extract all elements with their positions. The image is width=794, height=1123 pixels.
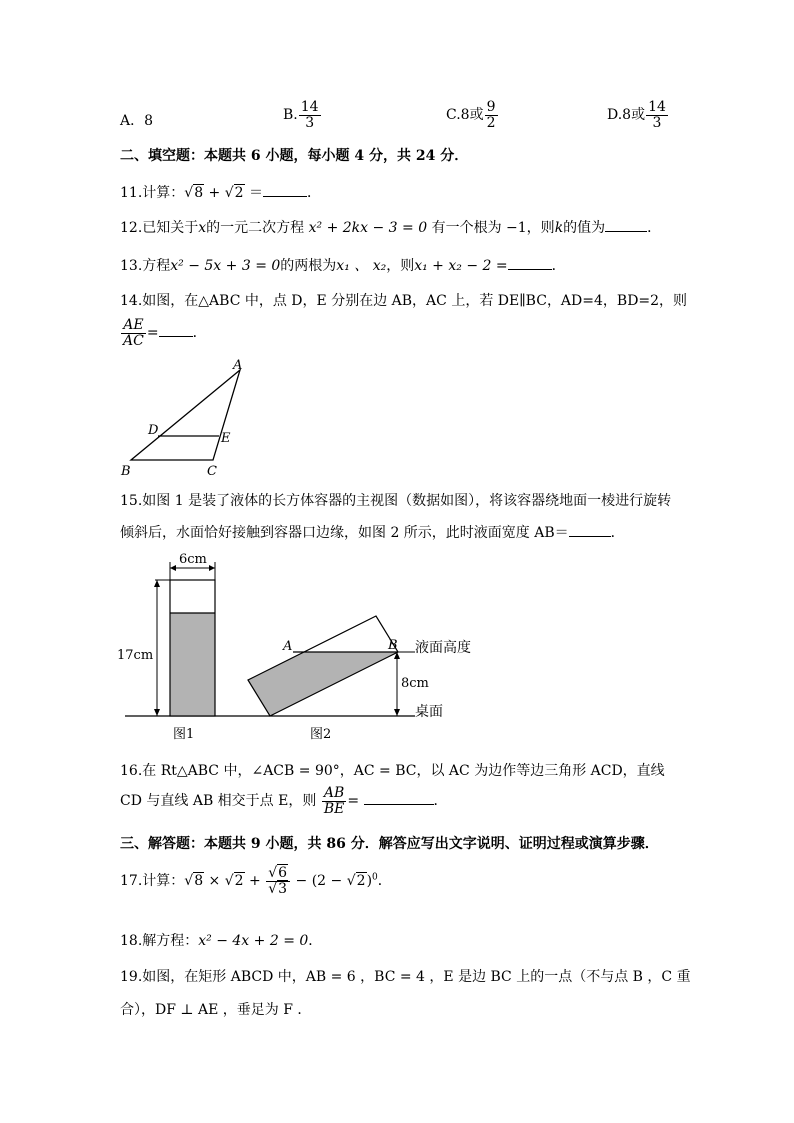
q16-suffix: ． — [433, 793, 448, 810]
q12-var-x: x — [198, 220, 207, 236]
q12-equation: x² + 2kx − 3 = 0 — [308, 220, 428, 236]
option-c-prefix: C.8或 — [446, 107, 484, 124]
option-d-den: 3 — [652, 114, 662, 131]
q14-suffix: ． — [192, 325, 207, 342]
tilted-liquid-fill — [248, 652, 398, 716]
option-d — [607, 100, 669, 130]
width-label: 6cm — [179, 552, 207, 567]
label-a: A — [233, 358, 243, 373]
q13-text-b: 的两根为 — [280, 258, 337, 274]
q16-fraction — [322, 786, 347, 816]
label-a: A — [283, 639, 293, 654]
answer-blank[interactable] — [159, 335, 193, 337]
label-b: B — [121, 464, 131, 479]
option-d-prefix: D.8或 — [607, 107, 646, 124]
q18-suffix: ． — [308, 933, 323, 949]
q13-equation: x² − 5x + 3 = 0 — [170, 258, 281, 274]
option-c-num: 9 — [486, 99, 496, 115]
triangle-figure — [118, 355, 253, 480]
question-11: 11.计算：√8 + √2 ＝ ． — [120, 185, 322, 201]
q16-frac-num: AB — [323, 785, 345, 801]
option-b — [283, 100, 322, 130]
container-figure — [115, 548, 495, 748]
option-b-prefix: B. — [283, 107, 298, 124]
q14-frac-den: AC — [123, 332, 144, 349]
option-b-fraction — [299, 100, 321, 130]
q12-suffix: ． — [647, 220, 662, 236]
figure2-caption: 图2 — [310, 727, 332, 742]
section3-heading: 三、解答题：本题共 9 小题，共 86 分．解答应写出文字说明、证明过程或演算步骤． — [120, 836, 659, 852]
option-d-num: 14 — [648, 99, 666, 115]
q16-line2-text: CD 与直线 AB 相交于点 E，则 — [120, 793, 317, 810]
question-19-line2: 合），DF ⊥ AE ，垂足为 F ． — [120, 1002, 312, 1018]
q17-suffix: ． — [377, 873, 392, 890]
question-19-line1: 19.如图，在矩形 ABCD 中，AB = 6 ，BC = 4 ，E 是边 BC 上的一点（不与点 B ，C 重 — [120, 969, 691, 985]
question-18 — [120, 930, 322, 950]
arrow-up-icon — [154, 580, 160, 587]
q12-var-k: k — [554, 220, 564, 236]
liquid-height-label: 液面高度 — [415, 640, 471, 656]
q14-equals: = — [146, 325, 159, 342]
arrow-left-icon — [170, 565, 176, 571]
label-b: B — [388, 638, 398, 653]
q18-prefix: 18.解方程： — [120, 933, 199, 949]
q13-suffix: ． — [551, 258, 566, 274]
question-15-line1: 15.如图 1 是装了液体的长方体容器的主视图（数据如图），将该容器绕地面一棱进行旋转 — [120, 493, 672, 509]
table-label: 桌面 — [415, 704, 443, 720]
q14-fraction — [121, 318, 146, 348]
section2-heading: 二、填空题：本题共 6 小题，每小题 4 分，共 24 分． — [120, 148, 469, 164]
question-14: 14.如图，在△ABC 中，点 D，E 分别在边 AB，AC 上，若 DE∥BC，AD=4，BD=2，则 — [120, 293, 688, 309]
q16-equals: = — [347, 793, 360, 810]
question-14-fraction-line — [120, 318, 207, 348]
q12-text-b: 的一元二次方程 — [206, 220, 305, 236]
q14-frac-num: AE — [123, 317, 144, 333]
answer-blank[interactable] — [569, 535, 611, 537]
answer-blank[interactable] — [263, 195, 307, 197]
label-c: C — [207, 464, 217, 479]
label-e: E — [221, 431, 231, 446]
option-c — [446, 100, 499, 130]
q11-equals: ＝ — [249, 185, 264, 201]
height-label: 17cm — [117, 648, 154, 663]
q15-suffix: ． — [610, 525, 625, 541]
answer-blank[interactable] — [605, 230, 647, 232]
option-c-fraction — [485, 100, 498, 130]
q13-roots: x₁ 、 x₂ — [336, 258, 387, 274]
q12-text-a: 12.已知关于 — [120, 220, 199, 236]
question-17: 17.计算：√8 × √2 + $\frac{√6}{√3}$ − $(2 - √2)^0$． — [120, 865, 392, 897]
q11-suffix: ． — [307, 185, 322, 201]
liquid-fill — [170, 613, 215, 716]
question-16-line2 — [120, 786, 448, 816]
q15-line2-text: 倾斜后，水面恰好接触到容器口边缘，如图 2 所示，此时液面宽度 AB＝ — [120, 525, 569, 541]
option-b-den: 3 — [305, 114, 315, 131]
question-15-line2 — [120, 522, 625, 542]
arrow-right-icon — [209, 565, 215, 571]
triangle-abc — [131, 370, 240, 460]
question-16-line1: 16.在 Rt△ABC 中，∠ACB = 90°，AC = BC，以 AC 为边作等边三角形 ACD，直线 — [120, 763, 665, 779]
question-12 — [120, 217, 661, 237]
arrow-down-icon — [394, 709, 400, 716]
q17-fraction: $\frac{√6}{√3}$ — [266, 866, 290, 896]
option-c-den: 2 — [486, 114, 496, 131]
answer-blank[interactable] — [508, 268, 552, 270]
option-d-fraction — [646, 100, 668, 130]
q12-text-c: 有一个根为 −1，则 — [431, 220, 555, 236]
q17-prefix: 17.计算： — [120, 873, 185, 890]
option-a: A．8 — [120, 113, 154, 129]
answer-blank[interactable] — [364, 803, 434, 805]
q16-frac-den: BE — [323, 800, 345, 817]
option-b-num: 14 — [300, 99, 319, 115]
q13-text-a: 13.方程 — [120, 258, 171, 274]
figure1-caption: 图1 — [173, 727, 195, 742]
q13-text-c: ，则 — [386, 258, 415, 274]
q11-prefix: 11.计算： — [120, 185, 185, 201]
label-d: D — [148, 423, 159, 438]
level-label: 8cm — [401, 676, 429, 691]
arrow-down-icon — [154, 709, 160, 716]
q18-equation: x² − 4x + 2 = 0 — [198, 933, 309, 949]
q12-text-d: 的值为 — [563, 220, 606, 236]
q13-expression: x₁ + x₂ − 2 = — [414, 258, 508, 274]
question-13 — [120, 255, 566, 275]
